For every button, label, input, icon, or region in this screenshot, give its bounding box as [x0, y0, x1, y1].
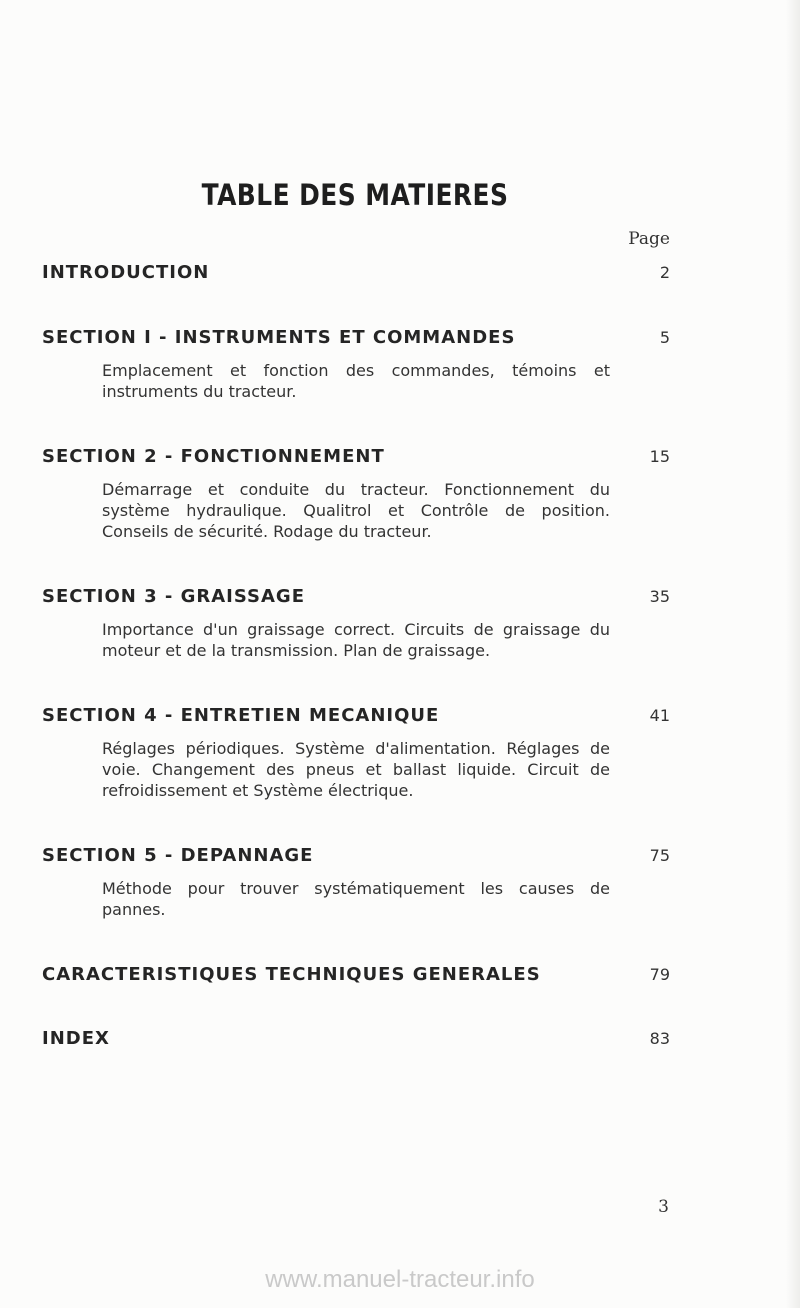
toc-entry-introduction: [42, 262, 670, 288]
toc-entry-index: [42, 1028, 670, 1054]
toc-entry-caracteristiques: [42, 964, 670, 990]
toc-entry-description: Emplacement et fonction des commandes, témoins et instruments du tracteur.: [102, 361, 610, 401]
watermark: www.manuel-tracteur.info: [265, 1266, 535, 1293]
toc-entry-page: 35: [649, 587, 670, 606]
toc-entry-page: 75: [649, 846, 670, 865]
page-column-label: Page: [628, 229, 670, 249]
toc-entry-page: 79: [649, 965, 670, 984]
toc-entry-page: 5: [659, 328, 670, 347]
toc-entry-page: 15: [649, 447, 670, 466]
toc-entry-description: Importance d'un graissage correct. Circuits de graissage du moteur et de la transmission. Plan de graissage.: [102, 620, 610, 660]
toc-entry-heading: INTRODUCTION: [42, 262, 210, 283]
toc-entry-description: Démarrage et conduite du tracteur. Fonctionnement du système hydraulique. Qualitrol et Contrôle de position. Conseils de sécurité. Rodage du tracteur.: [102, 480, 610, 541]
toc-entry-description: Méthode pour trouver systématiquement les causes de pannes.: [102, 879, 610, 919]
toc-entry-section-5: [42, 845, 670, 920]
page-title: TABLE DES MATIERES: [201, 178, 509, 212]
toc-entry-heading: SECTION 2 - FONCTIONNEMENT: [42, 446, 385, 467]
page-number: 3: [658, 1197, 669, 1217]
toc-entry-section-4: [42, 705, 670, 801]
toc-entry-page: 2: [659, 263, 670, 282]
toc-entry-description: Réglages périodiques. Système d'alimentation. Réglages de voie. Changement des pneus et ballast liquide. Circuit de refroidissement et Système électrique.: [102, 739, 610, 800]
toc-entry-section-3: [42, 586, 670, 661]
toc-entry-heading: CARACTERISTIQUES TECHNIQUES GENERALES: [42, 964, 541, 985]
toc-entry-heading: SECTION 4 - ENTRETIEN MECANIQUE: [42, 705, 440, 726]
toc-entry-page: 41: [649, 706, 670, 725]
toc-entry-section-2: [42, 446, 670, 542]
toc-entry-page: 83: [649, 1029, 670, 1048]
toc-entry-heading: INDEX: [42, 1028, 110, 1049]
toc-entry-heading: SECTION I - INSTRUMENTS ET COMMANDES: [42, 327, 516, 348]
toc-entry-section-1: [42, 327, 670, 402]
toc-entry-heading: SECTION 3 - GRAISSAGE: [42, 586, 305, 607]
toc-entry-heading: SECTION 5 - DEPANNAGE: [42, 845, 314, 866]
page-edge-shadow: [786, 0, 800, 1308]
